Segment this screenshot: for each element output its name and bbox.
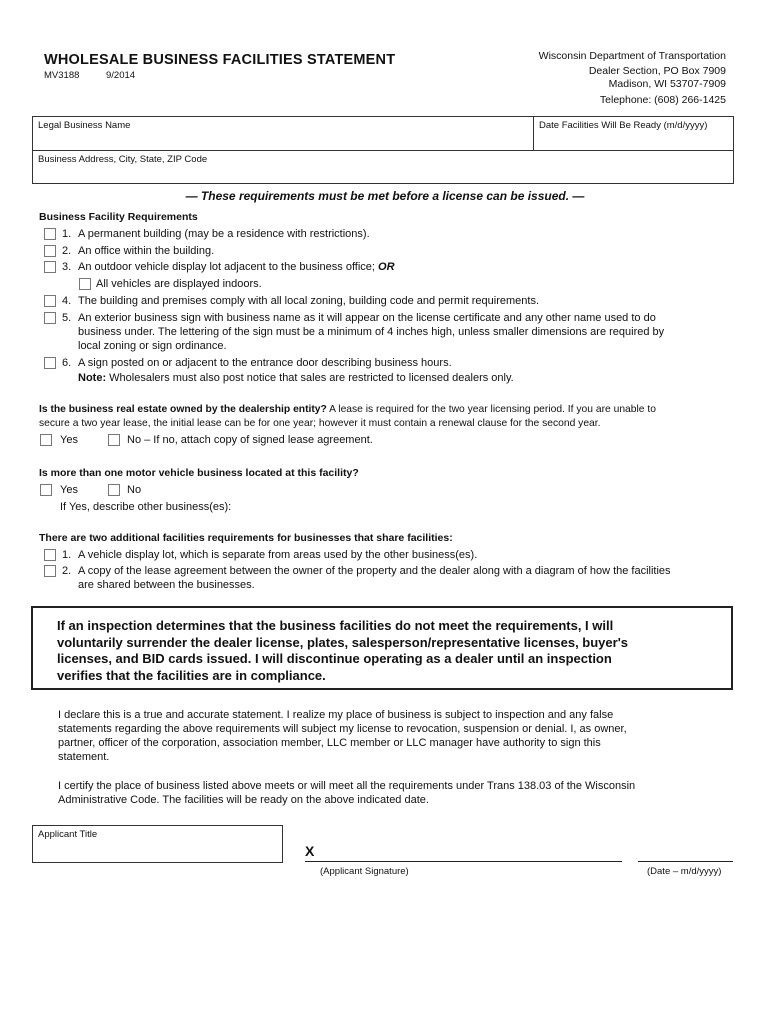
inspection-notice-box: [31, 606, 733, 690]
business-address-field[interactable]: [32, 150, 734, 184]
shared-req-2: 2. A copy of the lease agreement between the owner of the property and the dealer along with a diagram of how the facilities: [62, 565, 671, 577]
facility-req-5-checkbox[interactable]: [44, 312, 56, 324]
wholesaler-note: Note: Wholesalers must also post notice that sales are restricted to licensed dealers only.: [78, 372, 514, 384]
agency-name: Wisconsin Department of Transportation: [538, 50, 726, 62]
facility-req-4: 4. The building and premises comply with all local zoning, building code and permit requirements.: [62, 295, 540, 307]
applicant-title-label: Applicant Title: [38, 829, 98, 840]
facility-req-2: 2. An office within the building.: [62, 245, 215, 257]
facility-req-5: 5. An exterior business sign with business name as it will appear on the license certificate and any other name used to do: [62, 312, 656, 324]
facility-req-6-checkbox[interactable]: [44, 357, 56, 369]
legal-business-name-field[interactable]: [32, 116, 534, 151]
ownership-question: Is the business real estate owned by the dealership entity? A lease is required for the two year licensing period. If you are unable to: [39, 404, 656, 415]
ownership-yes-label: Yes: [60, 434, 78, 446]
facility-req-2-checkbox[interactable]: [44, 245, 56, 257]
applicant-signature-line[interactable]: [305, 861, 622, 862]
describe-other-business-label: If Yes, describe other business(es):: [60, 501, 232, 513]
shared-req-1: 1. A vehicle display lot, which is separate from areas used by the other business(es).: [62, 549, 478, 561]
agency-telephone: Telephone: (608) 266-1425: [599, 94, 726, 106]
facility-req-1-checkbox[interactable]: [44, 228, 56, 240]
multiple-no-checkbox[interactable]: [108, 484, 120, 496]
facility-req-1: 1. A permanent building (may be a residence with restrictions).: [62, 228, 370, 240]
facilities-ready-date-field[interactable]: [533, 116, 734, 151]
ownership-no-label: No – If no, attach copy of signed lease agreement.: [127, 434, 373, 446]
signature-date-label: (Date – m/d/yyyy): [647, 866, 722, 877]
indoor-display-option: All vehicles are displayed indoors.: [96, 278, 262, 290]
inspection-notice-text: If an inspection determines that the business facilities do not meet the requirements, I will voluntarily surrender the dealer license, plates, salesperson/representative licenses, buyer's licenses, and BID cards issued. I will discontinue operating as a dealer until an inspection verifies that the facilities are in compliance.: [57, 618, 629, 683]
shared-req-1-checkbox[interactable]: [44, 549, 56, 561]
shared-facilities-heading: There are two additional facilities requirements for businesses that share facilities:: [39, 532, 453, 544]
signature-x-mark: X: [305, 843, 315, 859]
shared-req-2-line2: are shared between the businesses.: [78, 579, 255, 591]
facility-req-4-checkbox[interactable]: [44, 295, 56, 307]
ownership-explanation: secure a two year lease, the initial lease can be for one year; however it must contain a renewal clause for the second year.: [39, 418, 601, 429]
facility-req-3: 3. An outdoor vehicle display lot adjacent to the business office; OR: [62, 261, 395, 273]
facility-req-6: 6. A sign posted on or adjacent to the entrance door describing business hours.: [62, 357, 452, 369]
multiple-no-label: No: [127, 484, 142, 496]
agency-address-1: Dealer Section, PO Box 7909: [588, 65, 726, 77]
indoor-display-checkbox[interactable]: [79, 278, 91, 290]
applicant-title-field[interactable]: [32, 825, 283, 863]
form-title: WHOLESALE BUSINESS FACILITIES STATEMENT: [44, 52, 396, 68]
ownership-no-checkbox[interactable]: [108, 434, 120, 446]
ownership-yes-checkbox[interactable]: [40, 434, 52, 446]
facilities-ready-date-label: Date Facilities Will Be Ready (m/d/yyyy): [539, 120, 708, 131]
agency-address-2: Madison, WI 53707-7909: [608, 78, 726, 90]
shared-req-2-checkbox[interactable]: [44, 565, 56, 577]
form-revision-date: 9/2014: [106, 70, 136, 81]
signature-date-line[interactable]: [638, 861, 733, 862]
multiple-business-question: Is more than one motor vehicle business located at this facility?: [39, 467, 359, 479]
applicant-signature-label: (Applicant Signature): [320, 866, 409, 877]
requirements-heading: — These requirements must be met before a license can be issued. —: [185, 189, 585, 203]
legal-business-name-label: Legal Business Name: [38, 120, 131, 131]
facility-req-5-line3: local zoning or sign ordinance.: [78, 340, 227, 352]
multiple-yes-label: Yes: [60, 484, 78, 496]
facility-req-5-line2: business under. The lettering of the sign must be a minimum of 4 inches high, unless smaller dimensions are required by: [78, 326, 665, 338]
certification-paragraph: I certify the place of business listed above meets or will meet all the requirements under Trans 138.03 of the Wisconsin Administrative Code. The facilities will be ready on the above indicated date.: [58, 780, 636, 806]
business-address-label: Business Address, City, State, ZIP Code: [38, 154, 208, 165]
facility-req-3-checkbox[interactable]: [44, 261, 56, 273]
facility-requirements-heading: Business Facility Requirements: [39, 211, 198, 223]
multiple-yes-checkbox[interactable]: [40, 484, 52, 496]
declaration-paragraph: I declare this is a true and accurate statement. I realize my place of business is subject to inspection and any false statements regarding the above requirements will subject my license to revocation, suspension or denial. I, as owner, partner, officer of the corporation, association member, LLC member or LLC manager have authority to sign this statement.: [58, 709, 627, 763]
form-number: MV3188: [44, 70, 80, 81]
